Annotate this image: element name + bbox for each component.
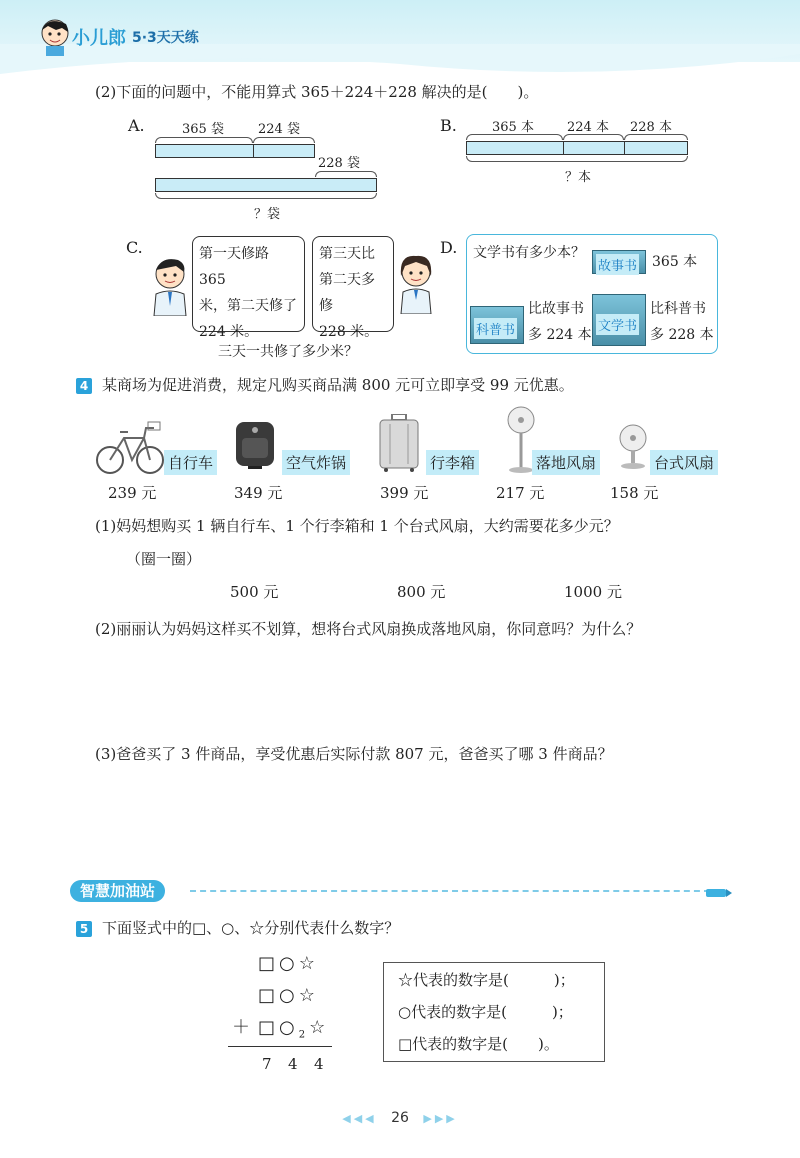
option-b-label: B. (440, 116, 457, 135)
desk-fan-icon (616, 424, 650, 474)
page-footer (0, 1110, 800, 1126)
bubble-boy-line2: 米，第二天修了 (199, 298, 297, 314)
option-a-seg3: 228 袋 (318, 156, 360, 171)
goods-name-floor-fan: 落地风扇 (532, 450, 600, 475)
addend-row3-given-digit: 2 (298, 1029, 310, 1041)
series-name: 5·3天天练 (132, 30, 199, 46)
choice-800[interactable]: 800 元 (397, 583, 446, 601)
q4-prompt: 某商场为促进消费，规定凡购买商品满 800 元可立即享受 99 元优惠。 (102, 376, 574, 394)
addend-row3-star: ☆ (309, 1017, 330, 1038)
option-b-seg3: 228 本 (630, 120, 672, 135)
literature-book-line2: 多 228 本 (650, 327, 714, 343)
option-a-seg2: 224 袋 (258, 122, 300, 137)
air-fryer-icon (232, 420, 278, 474)
goods-name-bicycle: 自行车 (164, 450, 217, 475)
q4-sub1-hint: （圈一圈） (126, 550, 202, 568)
goods-name-suitcase: 行李箱 (426, 450, 479, 475)
literature-book-label: 文学书 (596, 314, 639, 335)
goods-price-floor-fan: 217 元 (496, 484, 545, 502)
sum-digit-2: 4 (288, 1055, 298, 1073)
bubble-boy-line1: 第一天修路 365 (199, 246, 269, 288)
science-book-icon (470, 304, 526, 346)
literature-book-text (650, 296, 714, 348)
bubble-girl-line3: 228 米。 (319, 324, 379, 340)
option-b-seg2: 224 本 (567, 120, 609, 135)
option-a-brace3 (315, 171, 377, 177)
goods-name-air-fryer: 空气炸锅 (282, 450, 350, 475)
addend-row3-shapes: □○ (258, 1017, 299, 1038)
option-d-question: 文学书有多少本？ (473, 245, 585, 261)
option-a-total: ？袋 (254, 207, 281, 222)
goods-price-desk-fan: 158 元 (610, 484, 659, 502)
answer-star[interactable]: ☆代表的数字是( )； (398, 971, 575, 989)
q4-sub2: (2)丽丽认为妈妈这样买不划算，想将台式风扇换成落地风扇，你同意吗？为什么？ (95, 620, 642, 638)
science-book-label: 科普书 (474, 318, 517, 339)
science-book-line2: 多 224 本 (528, 327, 592, 343)
science-book-text (528, 296, 592, 348)
option-a-brace1 (155, 137, 253, 143)
bubble-girl-line2: 第二天多修 (319, 272, 375, 314)
bubble-boy-line3: 224 米。 (199, 324, 259, 340)
option-a-label: A. (128, 116, 145, 135)
suitcase-icon (376, 414, 422, 476)
goods-price-air-fryer: 349 元 (234, 484, 283, 502)
q4-sub1: (1)妈妈想购买 1 辆自行车、1 个行李箱和 1 个台式风扇，大约需要花多少元？ (95, 517, 619, 535)
option-a-bar2 (155, 178, 377, 192)
q4-sub3: (3)爸爸买了 3 件商品，享受优惠后实际付款 807 元，爸爸买了哪 3 件商品？ (95, 745, 613, 763)
q5-number: 5 (76, 921, 92, 937)
brand-name: 小儿郎 (72, 28, 126, 49)
option-b-bar (466, 141, 688, 155)
option-a-total-brace (155, 193, 377, 199)
option-b-brace3 (624, 134, 688, 140)
option-b-brace1 (466, 134, 563, 140)
station-banner: 智慧加油站 (70, 880, 165, 902)
addend-row3 (258, 1016, 329, 1048)
option-a-brace2 (253, 137, 315, 143)
station-divider (190, 890, 710, 892)
option-c-question: 三天一共修了多少米？ (218, 344, 358, 360)
literature-book-icon (592, 292, 648, 348)
option-b-total-brace (466, 156, 688, 162)
mascot-avatar (38, 16, 72, 56)
right-arrows-icon: ▶▶▶ (423, 1112, 458, 1125)
q5-prompt: 下面竖式中的□、○、☆分别代表什么数字？ (102, 919, 400, 937)
brand-logo (72, 24, 199, 50)
left-arrows-icon: ◀◀◀ (342, 1112, 377, 1125)
sum-digit-1: 7 (262, 1055, 272, 1073)
option-c-label: C. (126, 238, 143, 257)
goods-price-suitcase: 399 元 (380, 484, 429, 502)
girl-icon (395, 252, 437, 318)
science-book-line1: 比故事书 (528, 301, 584, 317)
sum-digit-3: 4 (314, 1055, 324, 1073)
plus-sign: ＋ (232, 1017, 250, 1038)
q2-prompt: (2)下面的问题中，不能用算式 365＋224＋228 解决的是( )。 (95, 83, 539, 101)
choice-1000[interactable]: 1000 元 (564, 583, 622, 601)
choice-500[interactable]: 500 元 (230, 583, 279, 601)
option-a-bar1 (155, 144, 315, 158)
literature-book-line1: 比科普书 (650, 301, 706, 317)
option-b-seg1: 365 本 (492, 120, 534, 135)
storybook-icon (592, 246, 648, 274)
sum-line (228, 1046, 332, 1047)
bubble-boy (192, 236, 305, 340)
header-wave (0, 44, 800, 84)
goods-name-desk-fan: 台式风扇 (650, 450, 718, 475)
page-number: 26 (391, 1110, 409, 1126)
option-d-label: D. (440, 238, 458, 257)
bubble-girl-line1: 第三天比 (319, 246, 375, 262)
addend-row2: □○☆ (258, 985, 319, 1006)
bicycle-icon (96, 418, 164, 480)
q4-number: 4 (76, 378, 92, 394)
bubble-girl (312, 236, 394, 340)
option-b-brace2 (563, 134, 624, 140)
option-a-seg1: 365 袋 (182, 122, 224, 137)
boy-icon (148, 254, 192, 320)
goods-price-bicycle: 239 元 (108, 484, 157, 502)
pencil-icon (706, 884, 732, 903)
answer-box (383, 962, 605, 1062)
answer-square[interactable]: □代表的数字是( )。 (398, 1035, 559, 1053)
storybook-label: 故事书 (596, 254, 639, 275)
storybook-count: 365 本 (652, 254, 698, 270)
option-b-total: ？本 (565, 170, 592, 185)
addend-row1: □○☆ (258, 953, 319, 974)
answer-circle[interactable]: ○代表的数字是( )； (398, 1003, 573, 1021)
